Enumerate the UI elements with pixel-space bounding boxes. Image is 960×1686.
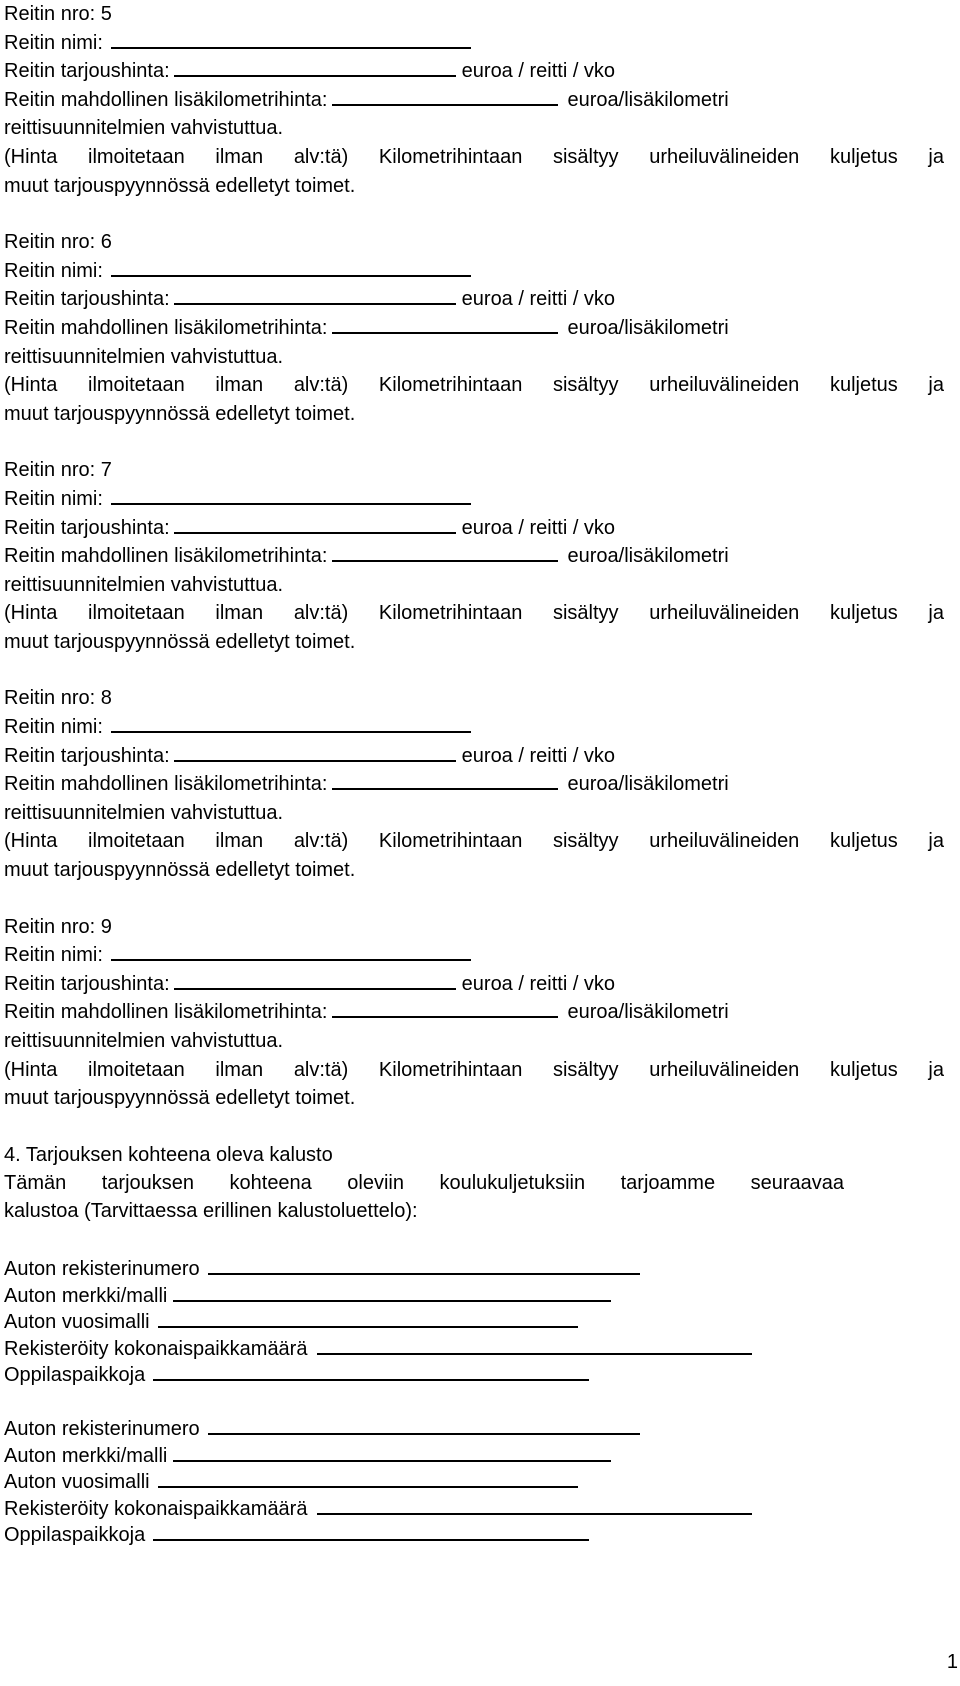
route-km-unit: euroa/lisäkilometri: [567, 773, 729, 796]
vehicle-merkki-field[interactable]: [173, 1442, 611, 1462]
route-km-unit: euroa/lisäkilometri: [567, 1001, 729, 1024]
route-price-row: [4, 285, 944, 314]
route-km-note: reittisuunnitelmien vahvistuttua.: [4, 345, 284, 368]
route-number: [4, 0, 944, 29]
route-price-row: [4, 970, 944, 999]
vehicle-paikkamaara-row: [4, 1335, 944, 1361]
route-number-label: Reitin nro: 6: [4, 231, 112, 254]
vehicle-oppilas-field[interactable]: [153, 1521, 589, 1541]
route-number: [4, 684, 944, 713]
vehicle-vuosimalli-row: [4, 1468, 944, 1494]
vehicle-vuosimalli-field[interactable]: [158, 1308, 578, 1328]
route-name-label: Reitin nimi:: [4, 31, 103, 54]
route-km-label: Reitin mahdollinen lisäkilometrihinta:: [4, 88, 328, 111]
route-name-row: [4, 485, 944, 514]
vehicle-vuosimalli-label: Auton vuosimalli: [4, 1471, 150, 1494]
route-km-note: reittisuunnitelmien vahvistuttua.: [4, 1030, 284, 1052]
kalusto-intro-line-1: Tämän tarjouksen kohteena oleviin koulukuljetuksiin tarjoamme seuraavaa: [4, 1171, 844, 1194]
vehicle-block: [4, 1415, 944, 1547]
route-vat-note-2: muut tarjouspyynnössä edelletyt toimet.: [4, 1087, 356, 1110]
route-number-label: Reitin nro: 9: [4, 915, 112, 938]
route-km-field[interactable]: [332, 770, 558, 790]
route-block: [4, 684, 944, 884]
route-km-unit: euroa/lisäkilometri: [567, 88, 729, 111]
route-km-row: [4, 770, 944, 799]
route-price-unit: euroa / reitti / vko: [461, 744, 616, 767]
route-price-label: Reitin tarjoushinta:: [4, 972, 170, 995]
route-name-row: [4, 941, 944, 970]
route-list: [4, 0, 944, 1113]
route-km-label: Reitin mahdollinen lisäkilometrihinta:: [4, 773, 328, 796]
route-km-note: reittisuunnitelmien vahvistuttua.: [4, 573, 284, 596]
route-number: [4, 913, 944, 942]
route-km-row: [4, 86, 944, 115]
route-vat-note-1: (Hinta ilmoitetaan ilman alv:tä) Kilometrihintaan sisältyy urheiluvälineiden kuljetus ja: [4, 1058, 944, 1081]
route-price-field[interactable]: [174, 514, 456, 534]
vehicle-paikkamaara-label: Rekisteröity kokonaispaikkamäärä: [4, 1497, 308, 1520]
vehicle-merkki-row: [4, 1442, 944, 1468]
route-km-label: Reitin mahdollinen lisäkilometrihinta:: [4, 316, 328, 339]
route-price-row: [4, 57, 944, 86]
vehicle-merkki-field[interactable]: [173, 1282, 611, 1302]
route-number-label: Reitin nro: 5: [4, 3, 112, 25]
route-price-field[interactable]: [174, 285, 456, 305]
kalusto-section: [4, 1141, 944, 1548]
route-name-field[interactable]: [111, 29, 471, 49]
route-name-field[interactable]: [111, 941, 471, 961]
route-name-label: Reitin nimi:: [4, 487, 103, 510]
route-block: [4, 913, 944, 1113]
route-name-label: Reitin nimi:: [4, 259, 103, 282]
vehicle-rekisteri-row: [4, 1415, 944, 1441]
vehicle-rekisteri-label: Auton rekisterinumero: [4, 1418, 200, 1441]
vehicle-paikkamaara-row: [4, 1495, 944, 1521]
route-block: [4, 456, 944, 656]
route-price-label: Reitin tarjoushinta:: [4, 288, 170, 311]
vehicle-paikkamaara-field[interactable]: [317, 1335, 752, 1355]
kalusto-intro-line-2: kalustoa (Tarvittaessa erillinen kalustoluettelo):: [4, 1200, 418, 1223]
vehicle-vuosimalli-row: [4, 1308, 944, 1334]
route-km-note: reittisuunnitelmien vahvistuttua.: [4, 117, 284, 140]
route-name-field[interactable]: [111, 257, 471, 277]
route-price-unit: euroa / reitti / vko: [461, 972, 616, 995]
route-number: [4, 456, 944, 485]
route-block: [4, 228, 944, 428]
route-name-field[interactable]: [111, 485, 471, 505]
route-price-row: [4, 742, 944, 771]
route-block: [4, 0, 944, 200]
vehicle-merkki-label: Auton merkki/malli: [4, 1284, 168, 1307]
vehicle-oppilas-row: [4, 1361, 944, 1387]
vehicle-paikkamaara-label: Rekisteröity kokonaispaikkamäärä: [4, 1337, 308, 1360]
route-name-row: [4, 713, 944, 742]
route-vat-note-1: (Hinta ilmoitetaan ilman alv:tä) Kilometrihintaan sisältyy urheiluvälineiden kuljetus ja: [4, 602, 944, 625]
vehicle-paikkamaara-field[interactable]: [317, 1495, 752, 1515]
route-km-unit: euroa/lisäkilometri: [567, 316, 729, 339]
vehicle-rekisteri-label: Auton rekisterinumero: [4, 1258, 200, 1281]
vehicle-rekisteri-row: [4, 1255, 944, 1281]
route-km-field[interactable]: [332, 998, 558, 1018]
document-page: [4, 0, 944, 1547]
route-name-row: [4, 257, 944, 286]
route-name-label: Reitin nimi:: [4, 944, 103, 967]
vehicle-list: [4, 1255, 944, 1547]
route-price-unit: euroa / reitti / vko: [461, 60, 616, 83]
route-number: [4, 228, 944, 257]
route-price-field[interactable]: [174, 57, 456, 77]
vehicle-vuosimalli-label: Auton vuosimalli: [4, 1311, 150, 1334]
route-name-label: Reitin nimi:: [4, 716, 103, 739]
route-name-row: [4, 29, 944, 58]
route-km-label: Reitin mahdollinen lisäkilometrihinta:: [4, 1001, 328, 1024]
route-price-field[interactable]: [174, 742, 456, 762]
vehicle-merkki-label: Auton merkki/malli: [4, 1444, 168, 1467]
route-km-row: [4, 542, 944, 571]
route-km-note: reittisuunnitelmien vahvistuttua.: [4, 801, 284, 824]
vehicle-rekisteri-field[interactable]: [208, 1255, 640, 1275]
route-vat-note-1: (Hinta ilmoitetaan ilman alv:tä) Kilometrihintaan sisältyy urheiluvälineiden kuljetus ja: [4, 374, 944, 397]
route-number-label: Reitin nro: 7: [4, 459, 112, 482]
route-vat-note-2: muut tarjouspyynnössä edelletyt toimet.: [4, 859, 356, 882]
route-price-unit: euroa / reitti / vko: [461, 516, 616, 539]
route-km-row: [4, 314, 944, 343]
route-price-field[interactable]: [174, 970, 456, 990]
vehicle-merkki-row: [4, 1282, 944, 1308]
route-price-label: Reitin tarjoushinta:: [4, 744, 170, 767]
route-name-field[interactable]: [111, 713, 471, 733]
route-price-row: [4, 514, 944, 543]
route-vat-note-1: (Hinta ilmoitetaan ilman alv:tä) Kilometrihintaan sisältyy urheiluvälineiden kuljetus ja: [4, 145, 944, 168]
kalusto-heading: 4. Tarjouksen kohteena oleva kalusto: [4, 1143, 333, 1166]
vehicle-vuosimalli-field[interactable]: [158, 1468, 578, 1488]
route-price-label: Reitin tarjoushinta:: [4, 60, 170, 83]
vehicle-oppilas-label: Oppilaspaikkoja: [4, 1363, 146, 1386]
route-vat-note-2: muut tarjouspyynnössä edelletyt toimet.: [4, 174, 356, 197]
route-km-unit: euroa/lisäkilometri: [567, 545, 729, 568]
route-km-field[interactable]: [332, 542, 558, 562]
route-vat-note-2: muut tarjouspyynnössä edelletyt toimet.: [4, 402, 356, 425]
route-km-label: Reitin mahdollinen lisäkilometrihinta:: [4, 545, 328, 568]
route-price-label: Reitin tarjoushinta:: [4, 516, 170, 539]
page-number: 1: [946, 1651, 958, 1673]
route-vat-note-2: muut tarjouspyynnössä edelletyt toimet.: [4, 630, 356, 653]
vehicle-oppilas-label: Oppilaspaikkoja: [4, 1523, 146, 1546]
vehicle-rekisteri-field[interactable]: [208, 1415, 640, 1435]
vehicle-block: [4, 1255, 944, 1387]
vehicle-oppilas-row: [4, 1521, 944, 1547]
route-km-field[interactable]: [332, 86, 558, 106]
route-km-row: [4, 998, 944, 1027]
route-number-label: Reitin nro: 8: [4, 687, 112, 710]
vehicle-oppilas-field[interactable]: [153, 1361, 589, 1381]
route-km-field[interactable]: [332, 314, 558, 334]
route-vat-note-1: (Hinta ilmoitetaan ilman alv:tä) Kilometrihintaan sisältyy urheiluvälineiden kuljetus ja: [4, 830, 944, 853]
route-price-unit: euroa / reitti / vko: [461, 288, 616, 311]
